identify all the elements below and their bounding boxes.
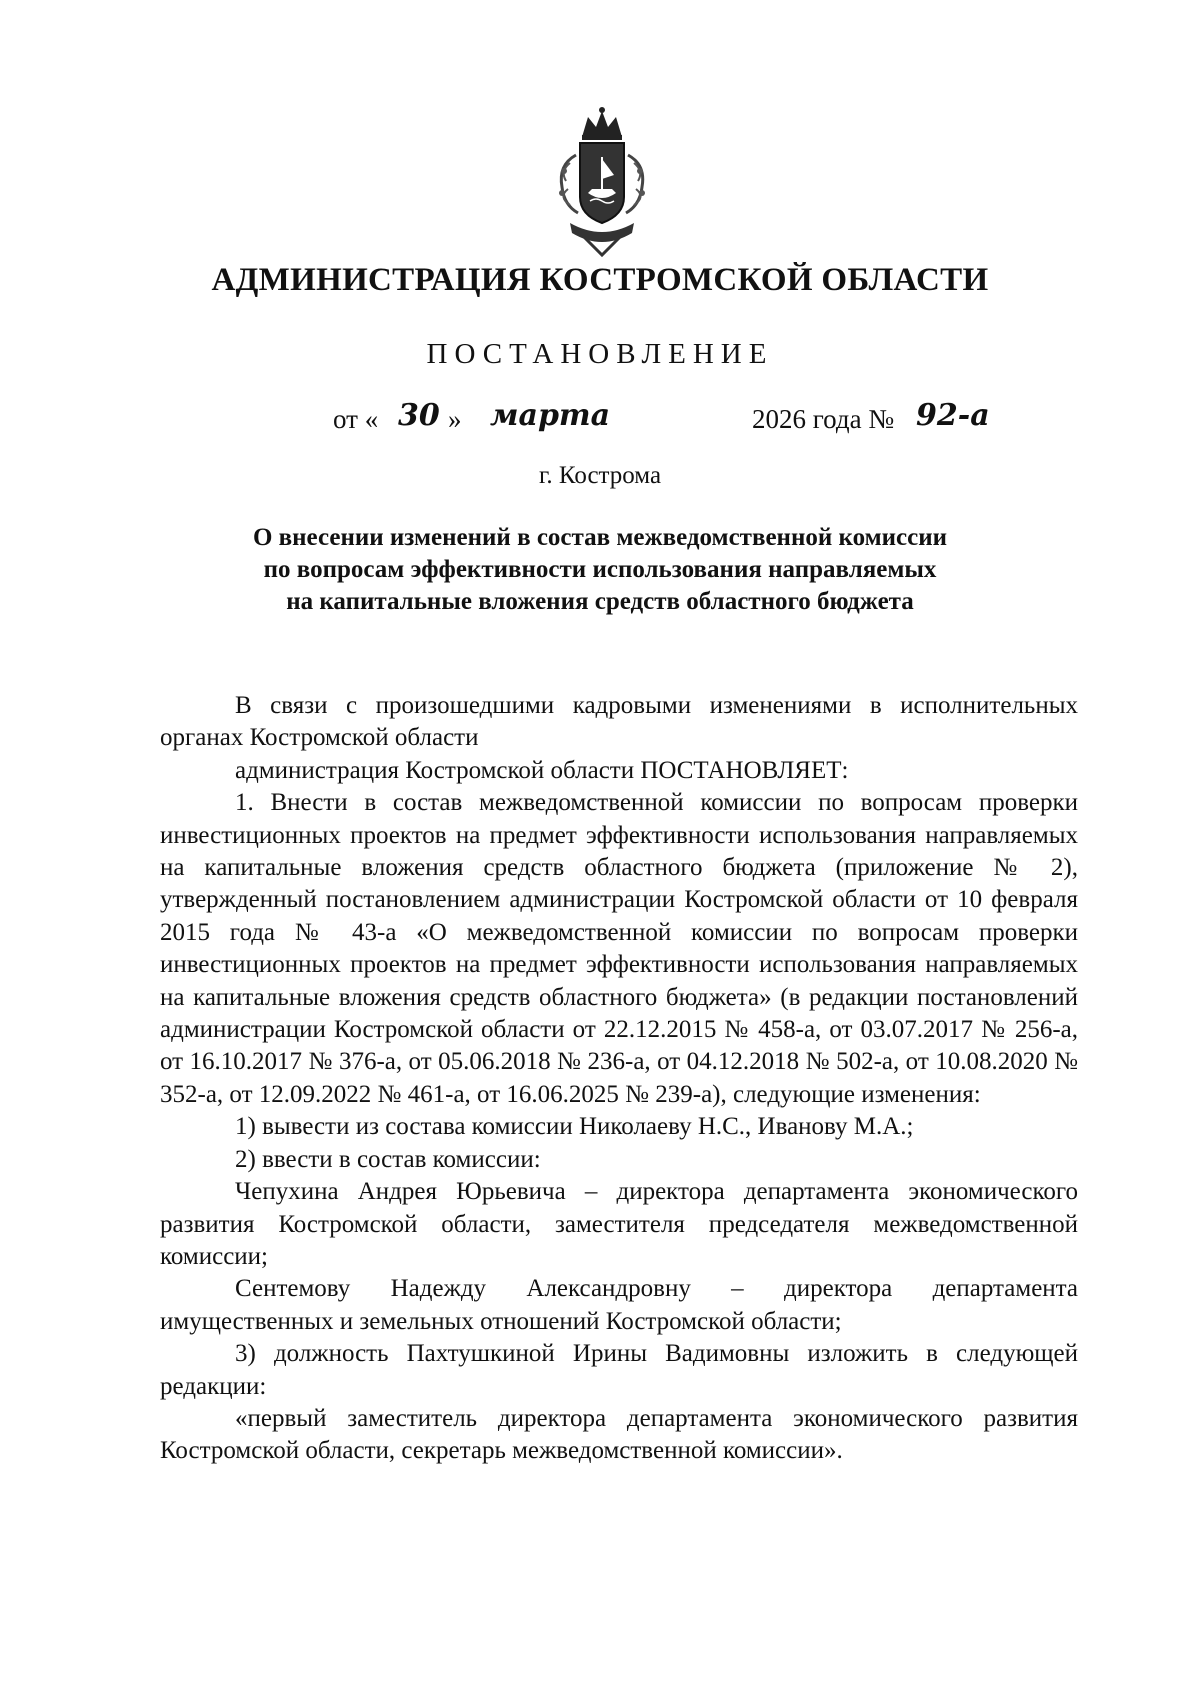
document-number: 92-а [916,398,990,433]
paragraph-resolves: администрация Костромской области ПОСТАНОВЛЯЕТ: [235,756,849,784]
date-day: 30 [398,398,440,433]
paragraph-subitem-3: 3) должность Пахтушкиной Ирины Вадимовны изложить в следующей редакции: [160,1340,1078,1400]
paragraph-subitem-1: 1) вывести из состава комиссии Николаеву Н.С., Иванову М.А.; [235,1113,914,1141]
date-month: марта [490,398,611,433]
subject-line-3: на капитальные вложения средств областного бюджета [286,588,914,615]
city-line: г. Кострома [538,462,662,489]
date-year: 2026 года № [752,404,895,434]
paragraph-preamble: В связи с произошедшими кадровыми изменениями в исполнительных органах Костромской области [160,692,1078,752]
date-prefix: от « [333,404,379,434]
subject-line-2: по вопросам эффективности использования направляемых [263,556,937,583]
paragraph-subitem-2: 2) ввести в состав комиссии: [235,1145,541,1173]
paragraph-member-sentemova: Сентемову Надежду Александровну – директора департамента имущественных и земельных отношений Костромской области; [160,1275,1078,1335]
subject-heading [0,522,1200,618]
organization-title: АДМИНИСТРАЦИЯ КОСТРОМСКОЙ ОБЛАСТИ [211,262,989,298]
document-type: ПОСТАНОВЛЕНИЕ [426,338,774,370]
coat-of-arms-emblem [540,105,665,260]
paragraph-item-1: 1. Внести в состав межведомственной комиссии по вопросам проверки инвестиционных проектов на предмет эффективности использования направляемых на капитальные вложения средств областного бюджета (приложение № 2), утвержденный постановлением администрации Костромской области от 10 февраля 2015 года № 43-а «О межведомственной комиссии по вопросам проверки инвестиционных проектов на предмет эффективности использования направляемых на капитальные вложения средств областного бюджета» (в редакции постановлений администрации Костромской области от 22.12.2015 № 458-а, от 03.07.2017 № 256-а, от 16.10.2017 № 376-а, от 05.06.2018 № 236-а, от 04.12.2018 № 502-а, от 10.08.2020 № 352-а, от 12.09.2022 № 461-а, от 16.06.2025 № 239-а), следующие изменения: [160,789,1078,1108]
document-body [160,690,1078,1468]
paragraph-new-position: «первый заместитель директора департамента экономического развития Костромской области, секретарь межведомственной комиссии». [160,1404,1078,1465]
paragraph-member-chepukhin: Чепухина Андрея Юрьевича – директора департамента экономического развития Костромской области, заместителя председателя межведомственной комиссии; [160,1178,1078,1270]
date-line [0,398,1200,448]
subject-line-1: О внесении изменений в состав межведомственной комиссии [252,524,948,551]
date-close-quote: » [448,404,462,434]
